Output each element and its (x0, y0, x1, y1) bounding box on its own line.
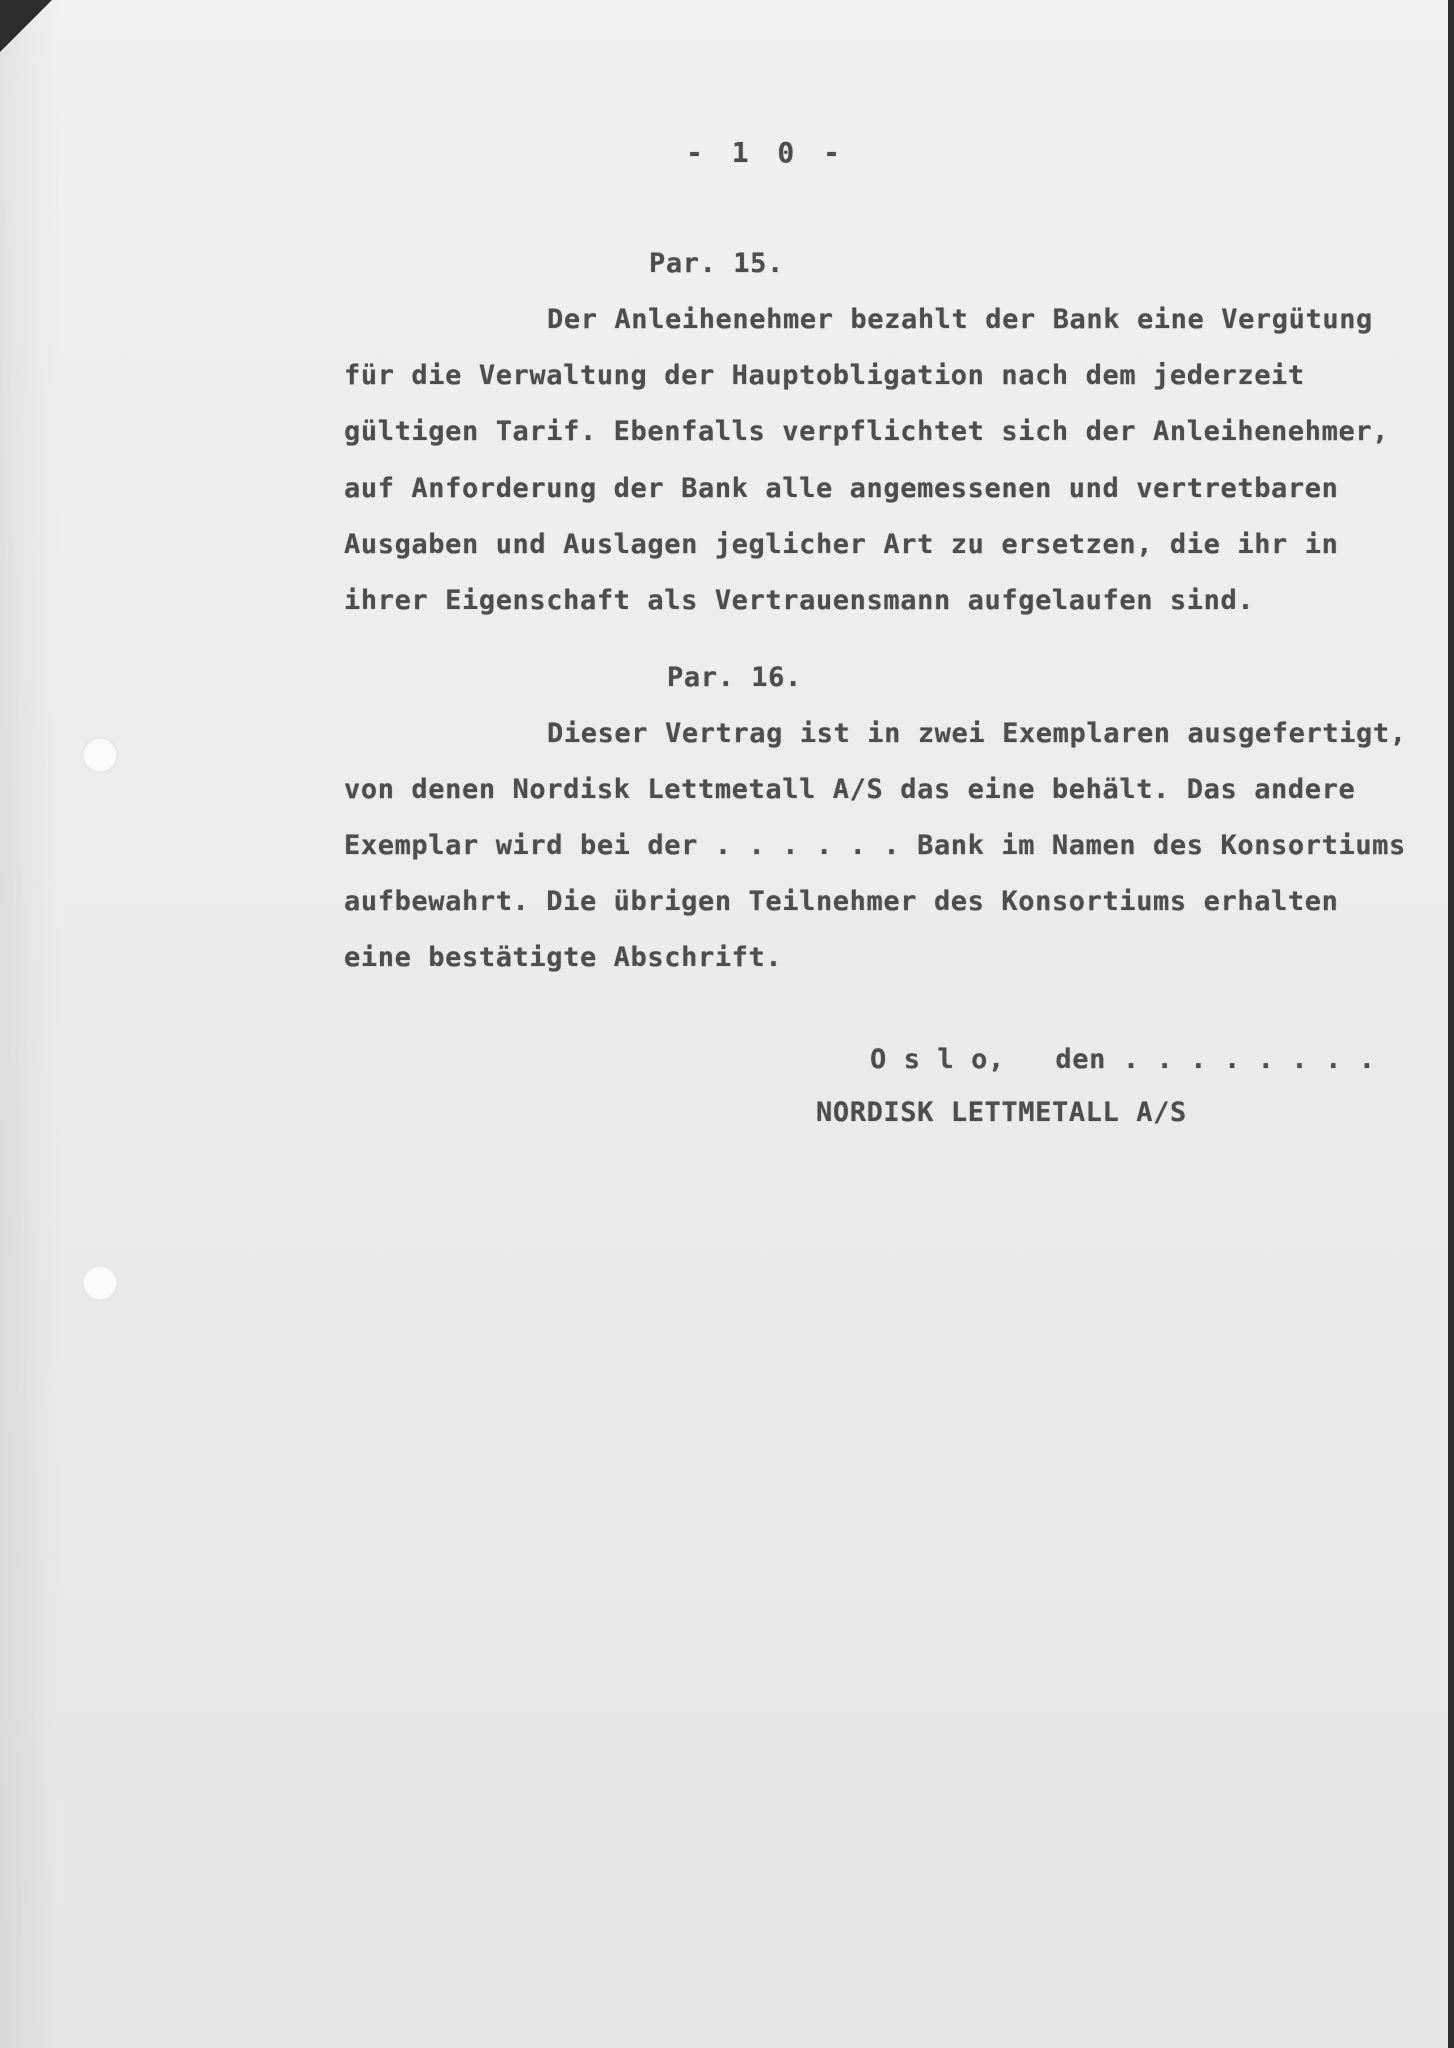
text-line: gültigen Tarif. Ebenfalls verpflichtet sich der Anleihenehmer, (344, 416, 1390, 447)
company-signature-line: NORDISK LETTMETALL A/S (816, 1097, 1187, 1128)
text-line: aufbewahrt. Die übrigen Teilnehmer des Konsortiums erhalten (344, 886, 1339, 917)
text-line: Ausgaben und Auslagen jeglicher Art zu ersetzen, die ihr in (344, 529, 1339, 560)
text-line: eine bestätigte Abschrift. (344, 942, 783, 973)
text-line: Exemplar wird bei der . . . . . . Bank im Namen des Konsortiums (344, 830, 1406, 861)
text-line: Der Anleihenehmer bezahlt der Bank eine Vergütung (547, 304, 1373, 335)
text-line: ihrer Eigenschaft als Vertrauensmann aufgelaufen sind. (344, 585, 1255, 616)
punch-hole (82, 737, 118, 773)
paragraph-heading-15: Par. 15. (649, 248, 784, 279)
page-edge (1448, 0, 1454, 2048)
punch-hole (82, 1265, 118, 1301)
text-line: auf Anforderung der Bank alle angemessenen und vertretbaren (344, 473, 1339, 504)
text-line: von denen Nordisk Lettmetall A/S das eine behält. Das andere (344, 774, 1356, 805)
page-number: - 1 0 - (686, 136, 847, 169)
paragraph-heading-16: Par. 16. (667, 662, 802, 693)
folded-corner (0, 0, 52, 52)
text-line: Dieser Vertrag ist in zwei Exemplaren ausgefertigt, (547, 718, 1407, 749)
place-date-line: O s l o, den . . . . . . . . (870, 1044, 1376, 1075)
text-line: für die Verwaltung der Hauptobligation nach dem jederzeit (344, 360, 1305, 391)
